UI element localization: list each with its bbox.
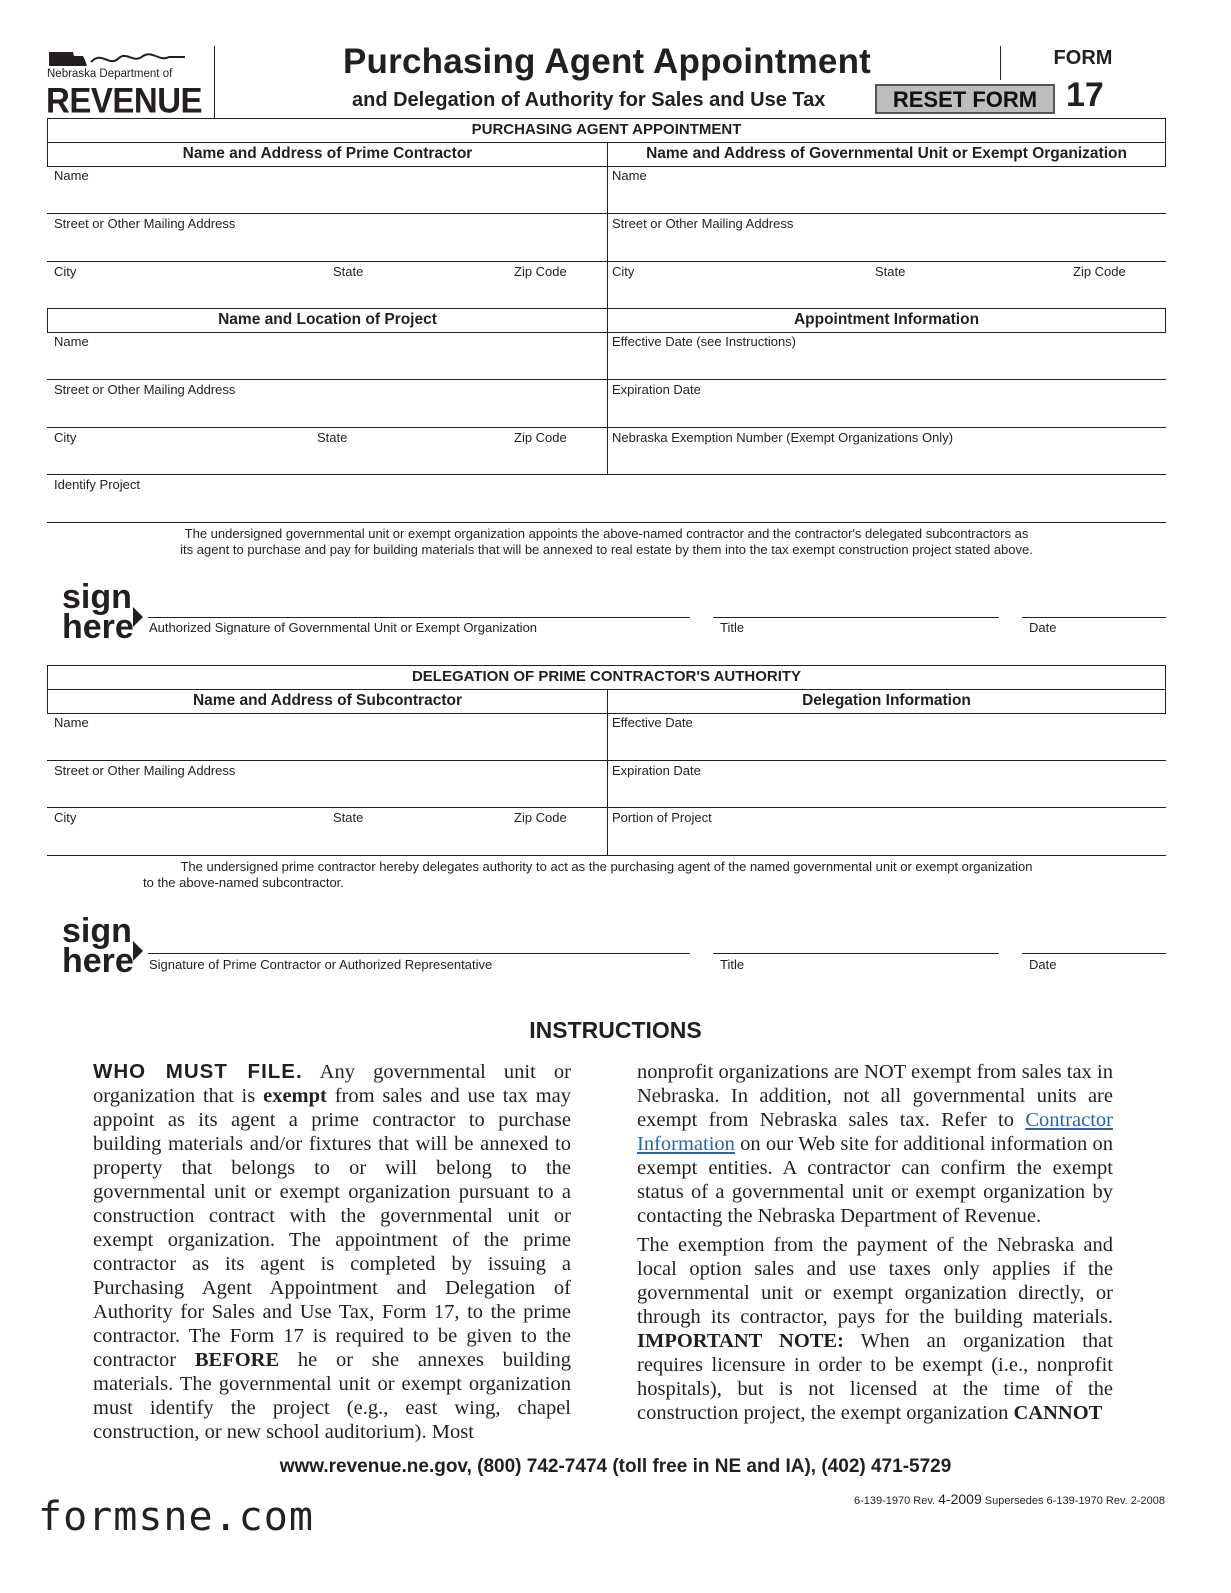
delegation-statement: The undersigned prime contractor hereby delegates authority to act as the purchasing agent of the named governmental unit or exempt organization to the above-named subcontractor. xyxy=(143,859,1033,890)
exemption-number-field[interactable] xyxy=(612,448,1164,474)
contact-footer: www.revenue.ne.gov, (800) 742-7474 (toll free in NE and IA), (402) 471-5729 xyxy=(279,1456,952,1477)
form-number: 17 xyxy=(1066,76,1104,114)
delegation-info-heading: Delegation Information xyxy=(607,689,1166,714)
contractor-information-link[interactable]: Contractor Information xyxy=(637,1109,1113,1155)
prime-city-field[interactable] xyxy=(54,282,328,308)
sign-here-marker: sign here xyxy=(62,578,134,646)
portion-of-project-field[interactable] xyxy=(612,828,1164,854)
delegation-effective-field[interactable] xyxy=(612,733,1164,759)
sub-street-field[interactable] xyxy=(54,781,603,807)
form-label: FORM xyxy=(1053,47,1113,69)
reset-form-button[interactable]: RESET FORM xyxy=(875,84,1055,114)
gov-street-field[interactable] xyxy=(612,234,1164,260)
delegation-date-label: Date xyxy=(1029,957,1057,972)
authorized-signature-label: Authorized Signature of Governmental Unit or Exempt Organization xyxy=(149,620,538,635)
title-line xyxy=(713,617,999,618)
prime-state-field[interactable] xyxy=(333,282,507,308)
exemption-number-label: Nebraska Exemption Number (Exempt Organizations Only) xyxy=(612,430,954,445)
sign-here-marker: sign here xyxy=(62,912,134,980)
prime-signature-field[interactable] xyxy=(148,928,690,954)
identify-project-field[interactable] xyxy=(54,495,1163,521)
identify-project-label: Identify Project xyxy=(54,477,140,492)
expiration-date-label: Expiration Date xyxy=(612,382,701,397)
row-divider xyxy=(47,261,1166,262)
signature-line xyxy=(148,617,690,618)
project-heading: Name and Location of Project xyxy=(47,308,608,333)
prime-name-label: Name xyxy=(54,168,89,183)
gov-state-field[interactable] xyxy=(875,282,1069,308)
sub-state-label: State xyxy=(333,810,364,825)
prime-zip-label: Zip Code xyxy=(514,264,567,279)
delegation-column-divider xyxy=(607,713,608,855)
exempt-status-paragraph: nonprofit organizations are NOT exempt from sales tax in Nebraska. In addition, not all governmental units are exempt from Nebraska sales tax. Refer to Contractor Information on our Web site for additional information on exempt entities. A contractor can confirm the exempt status of a governmental unit or exempt organization by contacting the Nebraska Department of Revenue. xyxy=(637,1061,1113,1227)
project-city-label: City xyxy=(54,430,77,445)
row-divider xyxy=(47,213,1166,214)
appointment-title-label: Title xyxy=(720,620,745,635)
site-watermark: formsne.com xyxy=(38,1494,314,1540)
sub-zip-label: Zip Code xyxy=(514,810,567,825)
appointment-title-field[interactable] xyxy=(714,592,998,618)
delegation-title-field[interactable] xyxy=(714,928,998,954)
project-street-field[interactable] xyxy=(54,400,603,426)
authorized-signature-field[interactable] xyxy=(148,592,690,618)
appointment-info-heading: Appointment Information xyxy=(607,308,1166,333)
effective-date-label: Effective Date (see Instructions) xyxy=(612,334,797,349)
prime-street-field[interactable] xyxy=(54,234,603,260)
prime-contractor-heading: Name and Address of Prime Contractor xyxy=(47,142,608,167)
project-zip-field[interactable] xyxy=(514,448,606,474)
row-divider xyxy=(47,855,1166,856)
sub-name-field[interactable] xyxy=(54,733,603,759)
portion-of-project-label: Portion of Project xyxy=(612,810,712,825)
sign-arrow-icon xyxy=(133,941,143,961)
project-name-label: Name xyxy=(54,334,89,349)
delegation-expiration-label: Expiration Date xyxy=(612,763,701,778)
sub-city-field[interactable] xyxy=(54,828,328,854)
appointment-section-title: PURCHASING AGENT APPOINTMENT xyxy=(47,118,1166,143)
signature-line xyxy=(148,953,690,954)
project-city-field[interactable] xyxy=(54,448,313,474)
dept-name-logo: REVENUE xyxy=(46,80,203,120)
sub-state-field[interactable] xyxy=(333,828,507,854)
appointment-statement: The undersigned governmental unit or exempt organization appoints the above-named contractor and the contractor's delegated subcontractors as its agent to purchase and pay for building materials that will be annexed to real estate by them into the tax exempt construction project stated above. xyxy=(180,526,1033,557)
sub-city-label: City xyxy=(54,810,77,825)
prime-city-label: City xyxy=(54,264,77,279)
gov-state-label: State xyxy=(875,264,906,279)
prime-signature-label: Signature of Prime Contractor or Authorized Representative xyxy=(149,957,493,972)
row-divider xyxy=(47,760,1166,761)
project-state-label: State xyxy=(317,430,348,445)
sub-street-label: Street or Other Mailing Address xyxy=(54,763,236,778)
gov-city-field[interactable] xyxy=(612,282,871,308)
project-column-divider xyxy=(607,332,608,475)
title-line xyxy=(713,953,999,954)
project-zip-label: Zip Code xyxy=(514,430,567,445)
row-divider xyxy=(47,474,1166,475)
effective-date-field[interactable] xyxy=(612,352,1164,378)
exemption-applies-paragraph: The exemption from the payment of the Nebraska and local option sales and use taxes only applies if the governmental unit or exempt organization directly, or through its contractor, pays for the building materials. IMPORTANT NOTE: When an organization that requires licensure in order to be exempt (i.e., nonprofit hospitals), but is not licensed at the time of the construction project, the exempt organization CANNOT xyxy=(637,1234,1113,1424)
expiration-date-field[interactable] xyxy=(612,400,1164,426)
delegation-expiration-field[interactable] xyxy=(612,781,1164,807)
gov-unit-heading: Name and Address of Governmental Unit or Exempt Organization xyxy=(607,142,1166,167)
instructions-column-right xyxy=(637,1060,1113,1430)
sub-name-label: Name xyxy=(54,715,89,730)
sub-zip-field[interactable] xyxy=(514,828,606,854)
project-state-field[interactable] xyxy=(317,448,506,474)
appointment-date-field[interactable] xyxy=(1023,592,1167,618)
instructions-heading: INSTRUCTIONS xyxy=(529,1017,702,1043)
prime-name-field[interactable] xyxy=(54,186,603,212)
delegation-title-label: Title xyxy=(720,957,745,972)
sign-arrow-icon xyxy=(133,607,143,627)
project-street-label: Street or Other Mailing Address xyxy=(54,382,236,397)
gov-city-label: City xyxy=(612,264,635,279)
delegation-date-field[interactable] xyxy=(1023,928,1167,954)
prime-state-label: State xyxy=(333,264,364,279)
who-must-file-paragraph: WHO MUST FILE. Any governmental unit or organization that is exempt from sales and use tax may appoint as its agent a prime contractor to purchase building materials and/or fixtures that will be annexed to property that belongs to or will belong to the governmental unit or exempt organization pursuant to a construction contract with the governmental unit or exempt organization. The appointment of the prime contractor as its agent is completed by issuing a Purchasing Agent Appointment and Delegation of Authority for Sales and Use Tax, Form 17, to the prime contractor. The Form 17 is required to be given to the contractor BEFORE he or she annexes building materials. The governmental unit or exempt organization must identify the project (e.g., east wing, chapel construction, or new school auditorium). Most xyxy=(93,1060,571,1443)
row-divider xyxy=(47,807,1166,808)
row-divider xyxy=(47,522,1166,523)
gov-street-label: Street or Other Mailing Address xyxy=(612,216,794,231)
date-line xyxy=(1022,617,1166,618)
gov-name-label: Name xyxy=(612,168,647,183)
row-divider xyxy=(47,379,1166,380)
appointment-column-divider xyxy=(607,166,608,308)
appointment-date-label: Date xyxy=(1029,620,1057,635)
delegation-section-title: DELEGATION OF PRIME CONTRACTOR'S AUTHORITY xyxy=(47,665,1166,690)
prime-street-label: Street or Other Mailing Address xyxy=(54,216,236,231)
row-divider xyxy=(47,427,1166,428)
form-number-divider xyxy=(1000,46,1001,80)
form-subtitle: and Delegation of Authority for Sales and Use Tax xyxy=(352,89,826,111)
subcontractor-heading: Name and Address of Subcontractor xyxy=(47,689,608,714)
dept-line: Nebraska Department of xyxy=(47,68,173,80)
gov-name-field[interactable] xyxy=(612,186,1164,212)
revision-line: 6-139-1970 Rev. 4-2009 Supersedes 6-139-1970 Rev. 2-2008 xyxy=(853,1491,1165,1507)
header-divider xyxy=(214,46,215,118)
form-title: Purchasing Agent Appointment xyxy=(343,42,872,81)
gov-zip-field[interactable] xyxy=(1073,282,1165,308)
project-name-field[interactable] xyxy=(54,352,603,378)
instructions-column-left xyxy=(93,1060,571,1449)
date-line xyxy=(1022,953,1166,954)
gov-zip-label: Zip Code xyxy=(1073,264,1126,279)
prime-zip-field[interactable] xyxy=(514,282,606,308)
delegation-effective-label: Effective Date xyxy=(612,715,693,730)
